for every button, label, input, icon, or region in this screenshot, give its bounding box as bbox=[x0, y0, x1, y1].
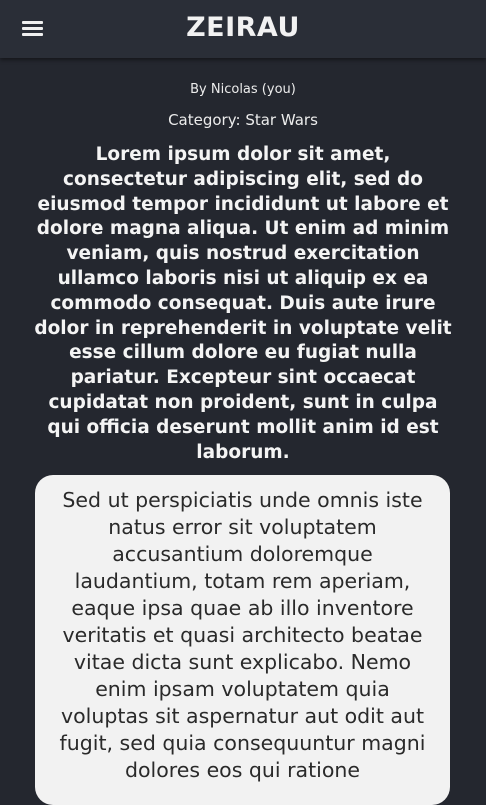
app-title: ZEIRAU bbox=[186, 12, 300, 43]
content-card bbox=[35, 475, 450, 805]
card-text: Sed ut perspiciatis unde omnis iste natus error sit voluptatem accusantium doloremque laudantium, totam rem aperiam, eaque ipsa quae ab illo inventore veritatis et quasi architecto beatae vitae dicta sunt explicabo. Nemo enim ipsam voluptatem quia voluptas sit aspernatur aut odit aut fugit, sed quia consequuntur magni dolores eos qui ratione bbox=[59, 488, 426, 782]
category-line: Category: Star Wars bbox=[168, 111, 318, 129]
author-line: By Nicolas (you) bbox=[190, 82, 296, 97]
intro-text: Lorem ipsum dolor sit amet, consectetur adipiscing elit, sed do eiusmod tempor incididunt ut labore et dolore magna aliqua. Ut enim ad minim veniam, quis nostrud exercitation ullamco laboris nisi ut aliquip ex ea commodo consequat. Duis aute irure dolor in reprehenderit in voluptate velit esse cillum dolore eu fugiat nulla pariatur. Excepteur sint occaecat cupidatat non proident, sunt in culpa qui officia deserunt mollit anim id est laborum. bbox=[34, 144, 452, 463]
app-header bbox=[0, 0, 486, 58]
